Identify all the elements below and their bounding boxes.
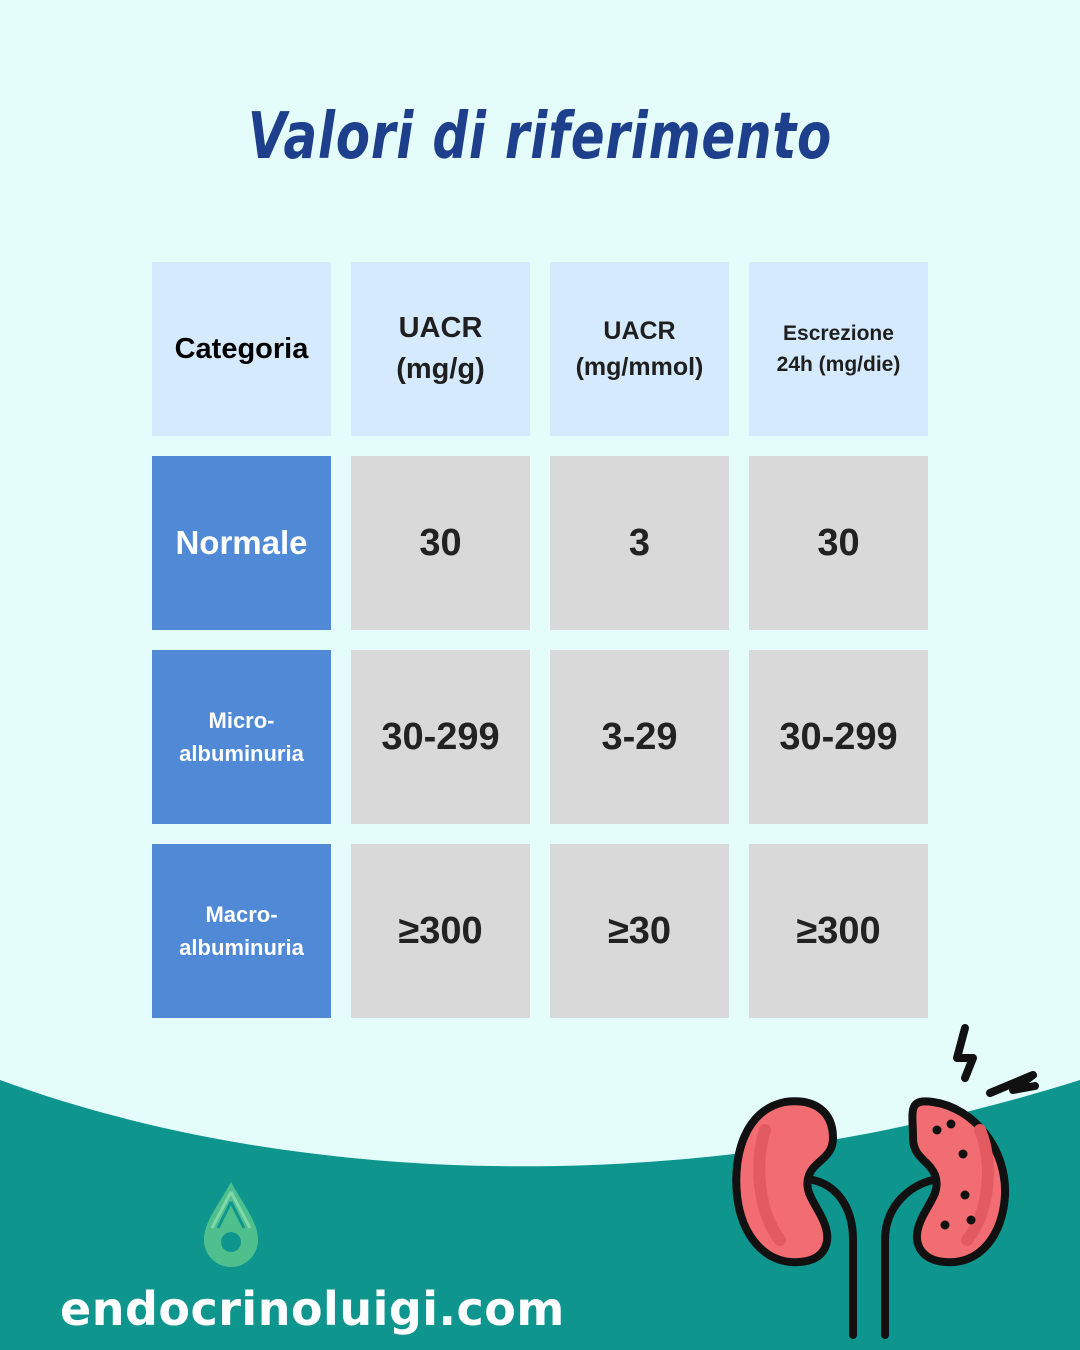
value-macro-uacr-mg-mmol: ≥30 — [550, 844, 729, 1018]
value-normale-uacr-mg-g: 30 — [351, 456, 530, 630]
value-micro-uacr-mg-mmol: 3-29 — [550, 650, 729, 824]
value-micro-uacr-mg-g: 30-299 — [351, 650, 530, 824]
page-title: Valori di riferimento — [247, 100, 833, 174]
value-macro-escrezione: ≥300 — [749, 844, 928, 1018]
value-normale-uacr-mg-mmol: 3 — [550, 456, 729, 630]
reference-table — [152, 262, 928, 1018]
header-uacr-mg-mmol: UACR (mg/mmol) — [550, 262, 729, 436]
header-escrezione-24h: Escrezione 24h (mg/die) — [749, 262, 928, 436]
category-microalbuminuria: Micro- albuminuria — [152, 650, 331, 824]
category-macroalbuminuria: Macro- albuminuria — [152, 844, 331, 1018]
website-link[interactable]: endocrinoluigi.com — [60, 1282, 565, 1336]
header-categoria: Categoria — [152, 262, 331, 436]
value-normale-escrezione: 30 — [749, 456, 928, 630]
drop-logo-icon — [198, 1178, 264, 1270]
value-macro-uacr-mg-g: ≥300 — [351, 844, 530, 1018]
header-uacr-mg-g: UACR (mg/g) — [351, 262, 530, 436]
value-micro-escrezione: 30-299 — [749, 650, 928, 824]
kidneys-icon — [725, 1020, 1055, 1340]
category-normale: Normale — [152, 456, 331, 630]
